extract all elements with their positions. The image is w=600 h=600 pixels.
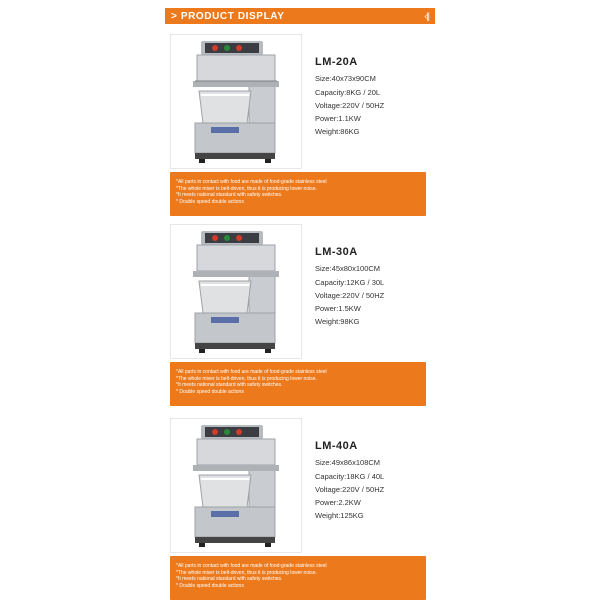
feature-note: * Double speed double actions: [176, 388, 244, 395]
spec-capacity: Capacity:12KG / 30L: [315, 278, 385, 287]
features-bar: [170, 362, 426, 406]
section-title: > PRODUCT DISPLAY: [171, 10, 285, 22]
model-name: LM-20A: [315, 56, 358, 68]
feature-note: *It meets national standard with safety switches.: [176, 576, 283, 582]
spec-weight: Weight:98KG: [315, 317, 360, 326]
spec-voltage: Voltage:220V / 50HZ: [315, 291, 385, 300]
product-card-lm-40a: [170, 418, 430, 600]
spec-power: Power:1.5KW: [315, 304, 361, 313]
spec-size: Size:40x73x90CM: [315, 74, 376, 83]
feature-note: *It meets national standard with safety switches.: [176, 382, 283, 388]
product-card-lm-30a: [170, 224, 430, 409]
feature-note: *The whole mixer is belt-driven, thus it is producing lower noise.: [176, 375, 317, 382]
feature-note: *The whole mixer is belt-driven, thus it is producing lower noise.: [176, 185, 317, 192]
feature-note: *All parts in contact with food are made of food-grade stainless steel: [176, 563, 327, 569]
feature-note: *It meets national standard with safety switches.: [176, 192, 283, 198]
model-name: LM-30A: [315, 246, 358, 258]
feature-note: * Double speed double actions: [176, 582, 244, 589]
speaker-icon: ‹||: [424, 11, 429, 21]
feature-note: *The whole mixer is belt-driven, thus it is producing lower noise.: [176, 569, 317, 576]
spec-capacity: Capacity:8KG / 20L: [315, 88, 381, 97]
spec-voltage: Voltage:220V / 50HZ: [315, 101, 385, 110]
spec-weight: Weight:125KG: [315, 511, 364, 520]
features-bar: [170, 172, 426, 216]
features-bar: [170, 556, 426, 600]
spec-size: Size:49x86x108CM: [315, 458, 381, 467]
dough-mixer-image: [171, 419, 301, 552]
model-name: LM-40A: [315, 440, 358, 452]
dough-mixer-image: [171, 35, 301, 168]
product-photo: [170, 34, 302, 169]
spec-power: Power:1.1KW: [315, 114, 361, 123]
spec-capacity: Capacity:18KG / 40L: [315, 472, 385, 481]
product-photo: [170, 418, 302, 553]
spec-size: Size:45x80x100CM: [315, 264, 381, 273]
product-photo: [170, 224, 302, 359]
feature-note: *All parts in contact with food are made of food-grade stainless steel: [176, 369, 327, 375]
feature-note: * Double speed double actions: [176, 198, 244, 205]
feature-note: *All parts in contact with food are made of food-grade stainless steel: [176, 179, 327, 185]
spec-power: Power:2.2KW: [315, 498, 361, 507]
section-header: [165, 8, 435, 24]
spec-voltage: Voltage:220V / 50HZ: [315, 485, 385, 494]
dough-mixer-image: [171, 225, 301, 358]
product-card-lm-20a: [170, 34, 430, 219]
spec-weight: Weight:86KG: [315, 127, 360, 136]
